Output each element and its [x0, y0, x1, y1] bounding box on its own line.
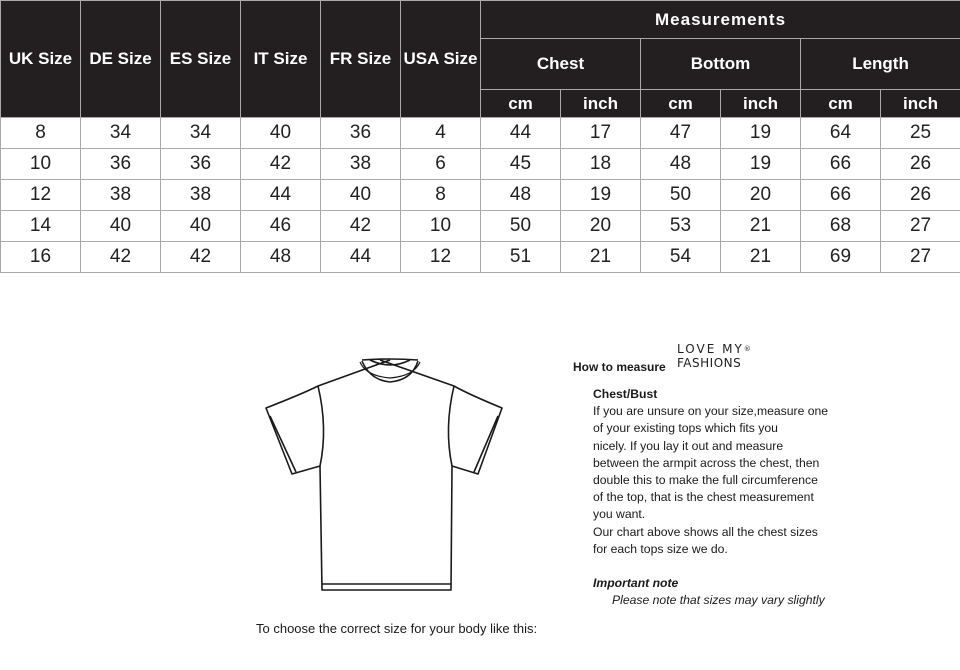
header-chest: Chest: [481, 39, 641, 90]
registered-mark-icon: ®: [743, 345, 751, 353]
table-cell: 19: [561, 180, 641, 211]
instruction-line: you want.: [593, 507, 646, 522]
instruction-line: Our chart above shows all the chest sizes: [593, 524, 818, 539]
table-row: [1, 149, 960, 180]
table-cell: 48: [641, 149, 721, 180]
table-cell: 66: [801, 149, 881, 180]
table-cell: 38: [161, 180, 241, 211]
table-cell: 26: [881, 149, 960, 180]
table-cell: 21: [561, 242, 641, 273]
table-cell: 64: [801, 118, 881, 149]
table-cell: 47: [641, 118, 721, 149]
header-uk-size: UK Size: [1, 1, 81, 118]
table-cell: 12: [1, 180, 81, 211]
instruction-line: for each tops size we do.: [593, 541, 728, 556]
table-row: [1, 118, 960, 149]
header-bottom-inch: inch: [721, 90, 801, 118]
table-cell: 36: [321, 118, 401, 149]
table-cell: 8: [1, 118, 81, 149]
table-cell: 40: [161, 211, 241, 242]
table-cell: 10: [401, 211, 481, 242]
table-cell: 42: [81, 242, 161, 273]
header-es-size: ES Size: [161, 1, 241, 118]
header-length: Length: [801, 39, 960, 90]
section-heading: Chest/Bust: [593, 387, 658, 401]
header-length-cm: cm: [801, 90, 881, 118]
header-chest-inch: inch: [561, 90, 641, 118]
table-cell: 36: [81, 149, 161, 180]
table-cell: 40: [241, 118, 321, 149]
header-chest-cm: cm: [481, 90, 561, 118]
table-cell: 8: [401, 180, 481, 211]
table-cell: 12: [401, 242, 481, 273]
table-cell: 34: [81, 118, 161, 149]
header-fr-size: FR Size: [321, 1, 401, 118]
table-row: [1, 242, 960, 273]
table-cell: 20: [561, 211, 641, 242]
brand-line-2: FASHIONS: [677, 356, 742, 370]
note-text: Please note that sizes may vary slightly: [612, 593, 825, 608]
illustration-caption: To choose the correct size for your body like this:: [256, 621, 538, 636]
note-heading: Important note: [593, 576, 679, 591]
table-cell: 69: [801, 242, 881, 273]
instruction-line: of the top, that is the chest measurement: [593, 490, 814, 505]
table-row: [1, 180, 960, 211]
table-cell: 38: [321, 149, 401, 180]
table-cell: 16: [1, 242, 81, 273]
header-de-size: DE Size: [81, 1, 161, 118]
brand-logo: [677, 342, 751, 370]
table-cell: 27: [881, 242, 960, 273]
table-cell: 53: [641, 211, 721, 242]
header-bottom: Bottom: [641, 39, 801, 90]
table-cell: 51: [481, 242, 561, 273]
measure-instructions: [593, 386, 853, 609]
table-cell: 26: [881, 180, 960, 211]
table-cell: 19: [721, 118, 801, 149]
instruction-line: If you are unsure on your size,measure one: [593, 404, 829, 419]
table-cell: 50: [641, 180, 721, 211]
table-cell: 45: [481, 149, 561, 180]
table-cell: 54: [641, 242, 721, 273]
table-cell: 42: [241, 149, 321, 180]
table-row: [1, 211, 960, 242]
instruction-line: nicely. If you lay it out and measure: [593, 438, 784, 453]
table-cell: 25: [881, 118, 960, 149]
table-cell: 36: [161, 149, 241, 180]
table-cell: 48: [241, 242, 321, 273]
table-cell: 20: [721, 180, 801, 211]
table-cell: 40: [81, 211, 161, 242]
header-it-size: IT Size: [241, 1, 321, 118]
table-cell: 18: [561, 149, 641, 180]
table-cell: 44: [481, 118, 561, 149]
table-cell: 17: [561, 118, 641, 149]
table-cell: 46: [241, 211, 321, 242]
size-chart-table: [0, 0, 960, 273]
table-cell: 42: [321, 211, 401, 242]
table-cell: 10: [1, 149, 81, 180]
table-cell: 66: [801, 180, 881, 211]
table-cell: 40: [321, 180, 401, 211]
header-length-inch: inch: [881, 90, 960, 118]
table-cell: 44: [321, 242, 401, 273]
how-to-measure-title: How to measure: [573, 360, 666, 374]
table-cell: 14: [1, 211, 81, 242]
instruction-line: between the armpit across the chest, then: [593, 455, 820, 470]
table-cell: 21: [721, 242, 801, 273]
table-cell: 48: [481, 180, 561, 211]
instruction-line: of your existing tops which fits you: [593, 421, 778, 436]
header-bottom-cm: cm: [641, 90, 721, 118]
table-cell: 50: [481, 211, 561, 242]
table-cell: 4: [401, 118, 481, 149]
table-cell: 27: [881, 211, 960, 242]
header-measurements: Measurements: [481, 1, 960, 39]
table-cell: 42: [161, 242, 241, 273]
header-usa-size: USA Size: [401, 1, 481, 118]
table-cell: 44: [241, 180, 321, 211]
table-cell: 38: [81, 180, 161, 211]
tshirt-outline-icon: [262, 358, 522, 598]
table-cell: 6: [401, 149, 481, 180]
table-cell: 19: [721, 149, 801, 180]
table-cell: 68: [801, 211, 881, 242]
instruction-line: double this to make the full circumference: [593, 473, 818, 488]
table-cell: 34: [161, 118, 241, 149]
brand-line-1: LOVE MY: [677, 342, 744, 356]
table-cell: 21: [721, 211, 801, 242]
